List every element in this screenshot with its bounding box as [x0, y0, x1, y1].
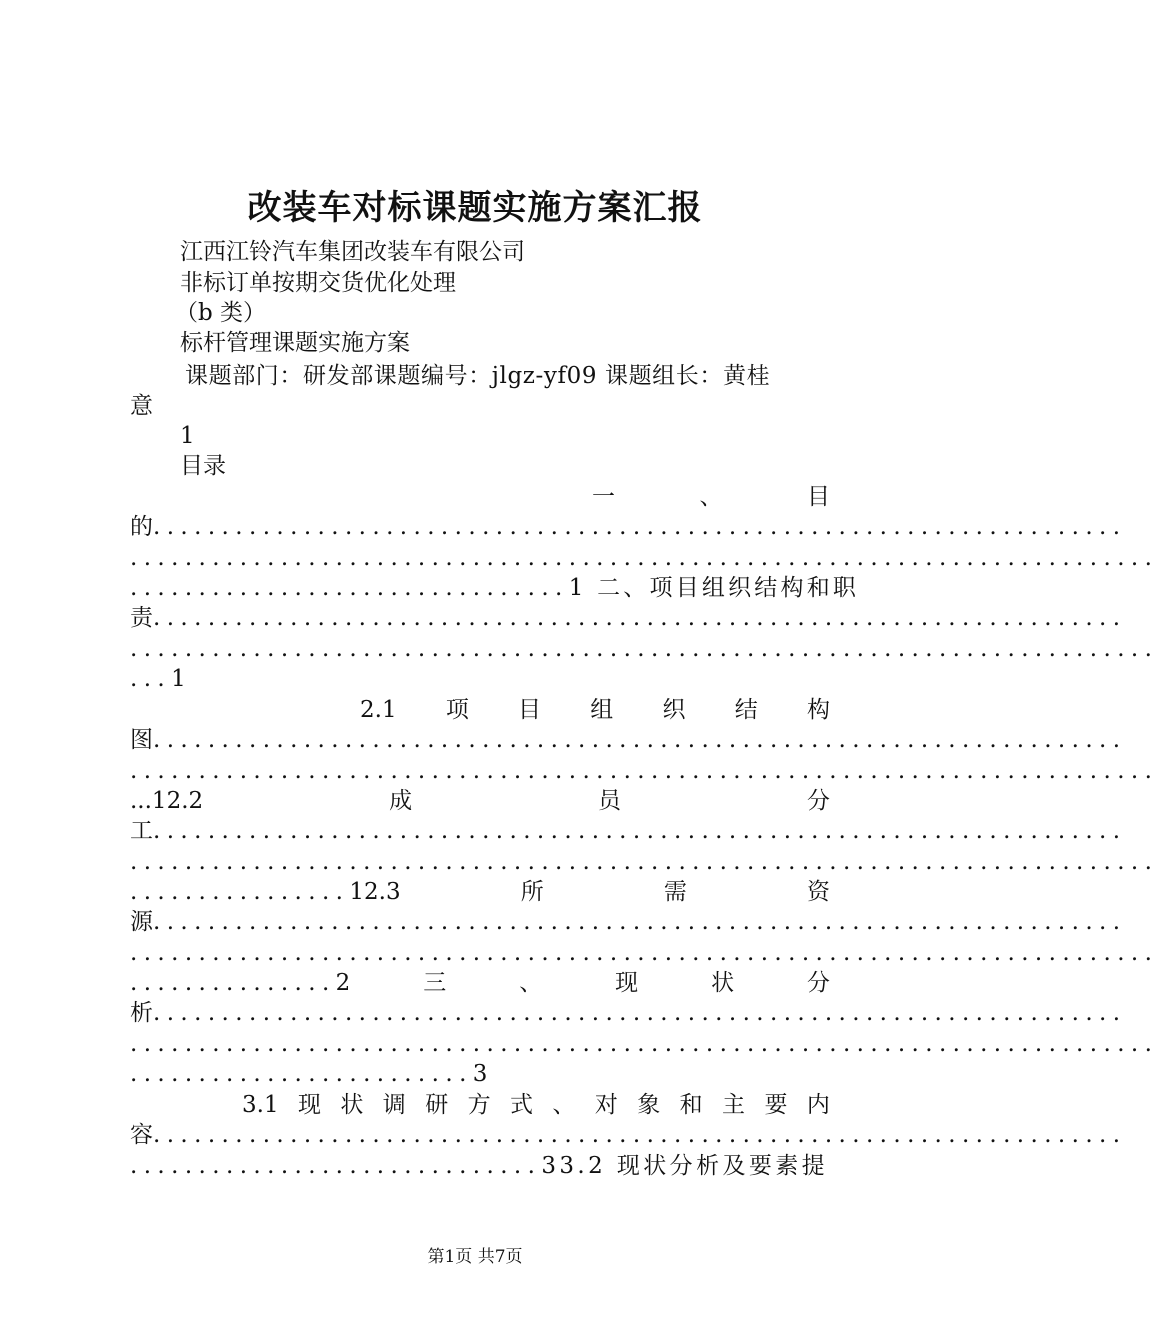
toc-text: 成 — [389, 788, 413, 814]
dot-leader: ........................................................................... — [130, 849, 1158, 875]
toc-text: ...1 — [130, 666, 193, 692]
toc-text: 研 — [425, 1092, 449, 1118]
toc-line-8 — [130, 695, 830, 725]
dot-leader: ............... — [130, 970, 336, 996]
toc-line-7 — [130, 664, 830, 694]
company-line: 江西江铃汽车集团改装车有限公司 — [180, 239, 525, 265]
dot-leader: ........................................................................... — [130, 636, 1158, 662]
toc-number: 12.3 — [349, 879, 401, 905]
category-line: （b 类） — [175, 300, 267, 326]
toc-text — [130, 968, 350, 998]
toc-text: 织 — [662, 697, 686, 723]
toc-text: 主 — [722, 1092, 746, 1118]
dot-leader: .............................. — [130, 1153, 542, 1179]
document-title: 改装车对标课题实施方案汇报 — [247, 188, 703, 228]
toc-text: 资 — [806, 879, 830, 905]
toc-text: 员 — [598, 788, 622, 814]
toc-line-21 — [130, 1090, 830, 1120]
toc-line-18 — [130, 998, 1127, 1028]
toc-text: 责 — [130, 605, 153, 631]
toc-text: 工 — [130, 818, 153, 844]
toc-line-2 — [130, 512, 1127, 542]
dot-leader: ......................... — [130, 1061, 473, 1087]
toc-text: 现 — [615, 970, 639, 996]
dot-leader: ........................................................................... — [130, 545, 1158, 571]
toc-text: 、 — [699, 484, 723, 510]
dot-leader: ....................................................................... — [153, 818, 1127, 844]
toc-text: 状 — [711, 970, 735, 996]
plan-line: 标杆管理课题实施方案 — [180, 330, 410, 356]
page-marker: 1 — [180, 423, 195, 449]
toc-text: 要 — [764, 1092, 788, 1118]
toc-text: 析 — [130, 1000, 153, 1026]
toc-line-6 — [130, 634, 1158, 664]
toc-text: 组 — [590, 697, 614, 723]
dot-leader: ................ — [130, 879, 350, 905]
info-line: 课题部门：研发部课题编号：jlgz-yf09 课题组长：黄桂 — [185, 363, 771, 389]
toc-line-12 — [130, 816, 1127, 846]
dot-leader: ........................................................................... — [130, 940, 1158, 966]
topic-line: 非标订单按期交货优化处理 — [180, 270, 456, 296]
toc-heading: 目录 — [180, 453, 226, 479]
toc-line-20 — [130, 1059, 830, 1089]
toc-line-5 — [130, 603, 1127, 633]
toc-line-11 — [130, 786, 830, 816]
toc-text: 结 — [734, 697, 758, 723]
toc-text: 象 — [637, 1092, 661, 1118]
toc-line-1 — [130, 482, 830, 512]
dot-leader: ....................................................................... — [153, 514, 1127, 540]
toc-text: 1 二、项目组织结构和职 — [568, 575, 860, 601]
info-wrap: 意 — [130, 393, 153, 419]
toc-text: 方 — [467, 1092, 491, 1118]
page-footer: 第1页 共7页 — [427, 1247, 523, 1267]
dot-leader: ....................................................................... — [153, 909, 1127, 935]
toc-text: 的 — [130, 514, 153, 540]
toc-text: 式 — [510, 1092, 534, 1118]
toc-text: 3 — [472, 1061, 488, 1087]
toc-text: 调 — [382, 1092, 406, 1118]
toc-number: 2 — [335, 970, 351, 996]
toc-line-10 — [130, 756, 1158, 786]
dot-leader: ................................ — [130, 575, 569, 601]
toc-text: 和 — [679, 1092, 703, 1118]
toc-line-3 — [130, 543, 1158, 573]
toc-text: 目 — [518, 697, 542, 723]
dot-leader: ....................................................................... — [153, 1122, 1127, 1148]
toc-text: 容 — [130, 1122, 153, 1148]
toc-text: 对 — [594, 1092, 618, 1118]
toc-text: 33.2 现状分析及要素提 — [541, 1153, 829, 1179]
dot-leader: ....................................................................... — [153, 1000, 1127, 1026]
toc-text: 构 — [806, 697, 830, 723]
toc-text: ...12.2 — [130, 788, 204, 814]
toc-line-23 — [130, 1151, 830, 1181]
toc-text: 现 — [297, 1092, 321, 1118]
dot-leader: ....................................................................... — [153, 727, 1127, 753]
toc-line-13 — [130, 847, 1158, 877]
toc-line-19 — [130, 1029, 1158, 1059]
toc-text: 分 — [806, 788, 830, 814]
toc-text: 状 — [340, 1092, 364, 1118]
toc-text — [130, 877, 401, 907]
toc-text: 需 — [663, 879, 687, 905]
toc-line-15 — [130, 907, 1127, 937]
toc-line-9 — [130, 725, 1127, 755]
toc-text: 项 — [445, 697, 469, 723]
toc-text: 所 — [520, 879, 544, 905]
toc-line-22 — [130, 1120, 1127, 1150]
toc-text: 三 — [423, 970, 447, 996]
toc-line-17 — [130, 968, 830, 998]
toc-text: 一 — [592, 484, 615, 510]
toc-text: 、 — [519, 970, 543, 996]
toc-text: 3.1 — [242, 1092, 279, 1118]
toc-text: 分 — [807, 970, 830, 996]
dot-leader: ........................................................................... — [130, 1031, 1158, 1057]
toc-text: 内 — [806, 1092, 830, 1118]
dot-leader: ........................................................................... — [130, 758, 1158, 784]
toc-line-16 — [130, 938, 1158, 968]
toc-line-14 — [130, 877, 830, 907]
toc-text: 源 — [130, 909, 153, 935]
dot-leader: ....................................................................... — [153, 605, 1127, 631]
toc-text: 图 — [130, 727, 153, 753]
toc-line-4 — [130, 573, 860, 603]
toc-text: 2.1 — [360, 697, 397, 723]
toc-text: 目 — [807, 484, 830, 510]
toc-text: 、 — [552, 1092, 576, 1118]
